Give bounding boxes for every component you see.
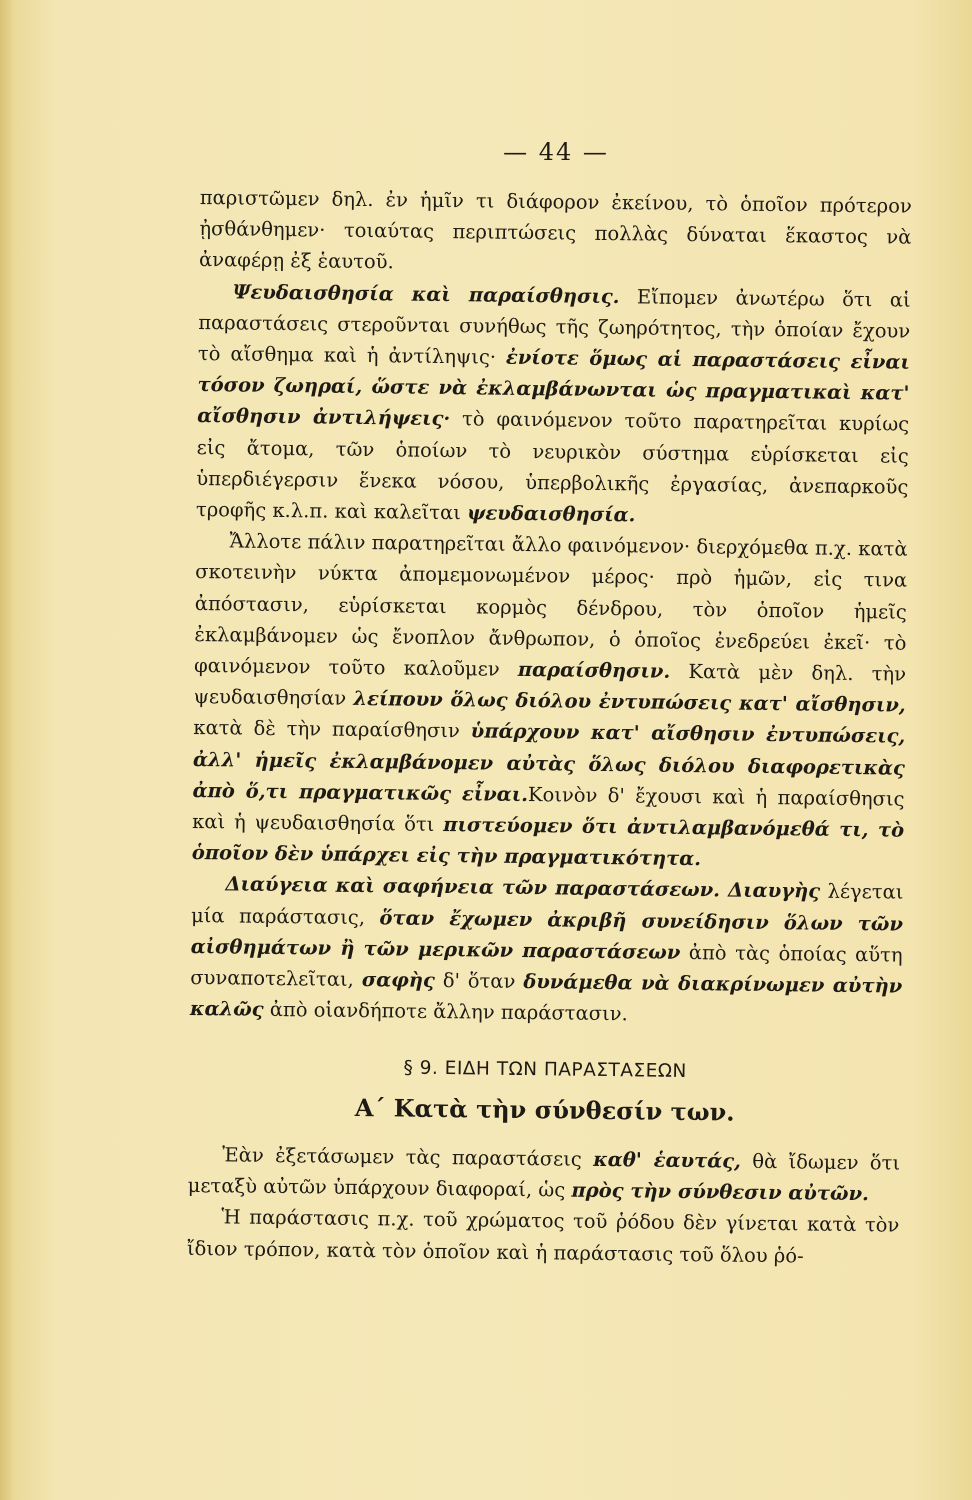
term-heading: Ψευδαισθησία καὶ παραίσθησις. xyxy=(232,280,620,308)
text-run: Ἐὰν ἐξετάσωμεν τὰς παραστάσεις xyxy=(221,1143,594,1171)
text-run: ἀπὸ τὰς ὁποίας αὕτη συναποτελεῖται, xyxy=(190,940,903,992)
text-run: λέγεται μία παράστασις, xyxy=(190,880,904,929)
emphasis: πιστεύομεν ὅτι ἀντιλαμβανόμεθά τι, τὸ ὁποῖον δὲν ὑπάρχει εἰς τὴν πραγματικότητα. xyxy=(191,813,905,871)
text-run: Εἴπομεν ἀνωτέρω ὅτι αἱ παραστάσεις στεροῦνται συνήθως τῆς ζωηρότητος, τὴν ὁποίαν ἔχουν τὸ αἴσθημα καὶ ἡ ἀντίληψις· xyxy=(197,284,911,369)
text-run: κατὰ δὲ τὴν παραίσθησιν xyxy=(193,716,471,743)
paragraph-continuation: παριστῶμεν δηλ. ἐν ἡμῖν τι διάφορον ἐκείνου, τὸ ὁποῖον πρότερον ᾐσθάνθημεν· τοιαύτας περιπτώσεις πολλὰς δύναται ἕκαστος νὰ ἀναφέρῃ ἐξ ἑαυτοῦ. xyxy=(198,185,912,274)
emphasis: ψευδαισθησία. xyxy=(466,501,636,527)
paragraph-clarity xyxy=(190,868,904,1033)
emphasis: ὅταν ἔχωμεν ἀκριβῆ συνείδησιν ὅλων τῶν αἰσθημάτων ἢ τῶν μερικῶν παραστάσεων xyxy=(190,905,904,964)
text-run: Κατὰ μὲν δηλ. τὴν ψευδαισθησίαν xyxy=(193,659,907,711)
emphasis: καθ' ἑαυτάς, xyxy=(593,1147,742,1173)
emphasis: σαφὴς xyxy=(361,968,435,993)
emphasis: δυνάμεθα νὰ διακρίνωμεν αὐτὴν καλῶς xyxy=(189,970,903,1022)
text-run: Κοινὸν δ' ἔχουσι καὶ ἡ παραίσθησις καὶ ἡ ψευδαισθησία ὅτι xyxy=(192,782,905,837)
page-edge-shadow xyxy=(0,0,14,1500)
emphasis: παραίσθησιν. xyxy=(517,657,671,683)
term-heading: Διαύγεια καὶ σαφήνεια τῶν παραστάσεων. xyxy=(225,872,721,902)
emphasis: Διαυγὴς xyxy=(719,878,821,904)
text-run: δ' ὅταν xyxy=(434,969,524,994)
emphasis: ὑπάρχουν κατ' αἴσθησιν ἐντυπώσεις, ἀλλ' ἡμεῖς ἐκλαμβάνομεν αὐτὰς ὅλως διόλου διαφορετικὰς ἀπὸ ὅ,τι πραγματικῶς εἶναι. xyxy=(192,719,906,806)
section-heading: § 9. ΕΙΔΗ ΤΩΝ ΠΑΡΑΣΤΑΣΕΩΝ xyxy=(403,1058,687,1083)
emphasis: λείπουν ὅλως διόλου ἐντυπώσεις κατ' αἴσθησιν, xyxy=(353,687,906,717)
emphasis: ἐνίοτε ὅμως αἱ παραστάσεις εἶναι τόσον ζωηραί, ὥστε νὰ ἐκλαμβάνωνται ὡς πραγματικαὶ κατ' αἴσθησιν ἀντιλήψεις· xyxy=(197,345,910,431)
text-run: Ἄλλοτε πάλιν παρατηρεῖται ἄλλο φαινόμενον· διερχόμεθα π.χ. κατὰ σκοτεινὴν νύκτα ἀπομεμονωμένον μέρος· πρὸ ἡμῶν, εἰς τινα ἀπόστασιν, εὑρίσκεται κορμὸς δένδρου, τὸν ὁποῖον ἡμεῖς ἐκλαμβάνομεν ὡς ἔνοπλον ἄνθρωπον, ὁ ὁποῖος ἐνεδρεύει ἐκεῖ· τὸ φαινόμενον τοῦτο καλοῦμεν xyxy=(193,529,908,681)
paragraph-synthesis xyxy=(188,1139,901,1210)
text-run: τὸ φαινόμενον τοῦτο παρατηρεῖται κυρίως εἰς ἄτομα, τῶν ὁποίων τὸ νευρικὸν σύστημα εὑρίσκεται εἰς ὑπερδιέγερσιν ἕνεκα νόσου, ὑπερβολικῆς ἐργασίας, ἀνεπαρκοῦς τροφῆς κ.λ.π. καὶ καλεῖται xyxy=(195,407,910,525)
page-number: — 44 — xyxy=(503,138,609,166)
text-run: θὰ ἴδωμεν ὅτι μεταξὺ αὐτῶν ὑπάρχουν διαφοραί, ὡς xyxy=(187,1149,901,1202)
paragraph-rose-example: Ἡ παράστασις π.χ. τοῦ χρώματος τοῦ ῥόδου δὲν γίνεται κατὰ τὸν ἴδιον τρόπον, κατὰ τὸν ὁποῖον καὶ ἡ παράστασις τοῦ ὅλου ῥό- xyxy=(186,1205,900,1267)
paragraph-pseudaisthesia xyxy=(196,276,911,534)
paragraph-paraisthesis xyxy=(192,525,908,877)
subsection-heading: Α΄ Κατὰ τὴν σύνθεσίν των. xyxy=(354,1092,735,1127)
body-text xyxy=(187,182,912,1272)
emphasis: πρὸς τὴν σύνθεσιν αὐτῶν. xyxy=(571,1178,870,1206)
text-run: ἀπὸ οἱανδήποτε ἄλλην παράστασιν. xyxy=(263,998,628,1026)
